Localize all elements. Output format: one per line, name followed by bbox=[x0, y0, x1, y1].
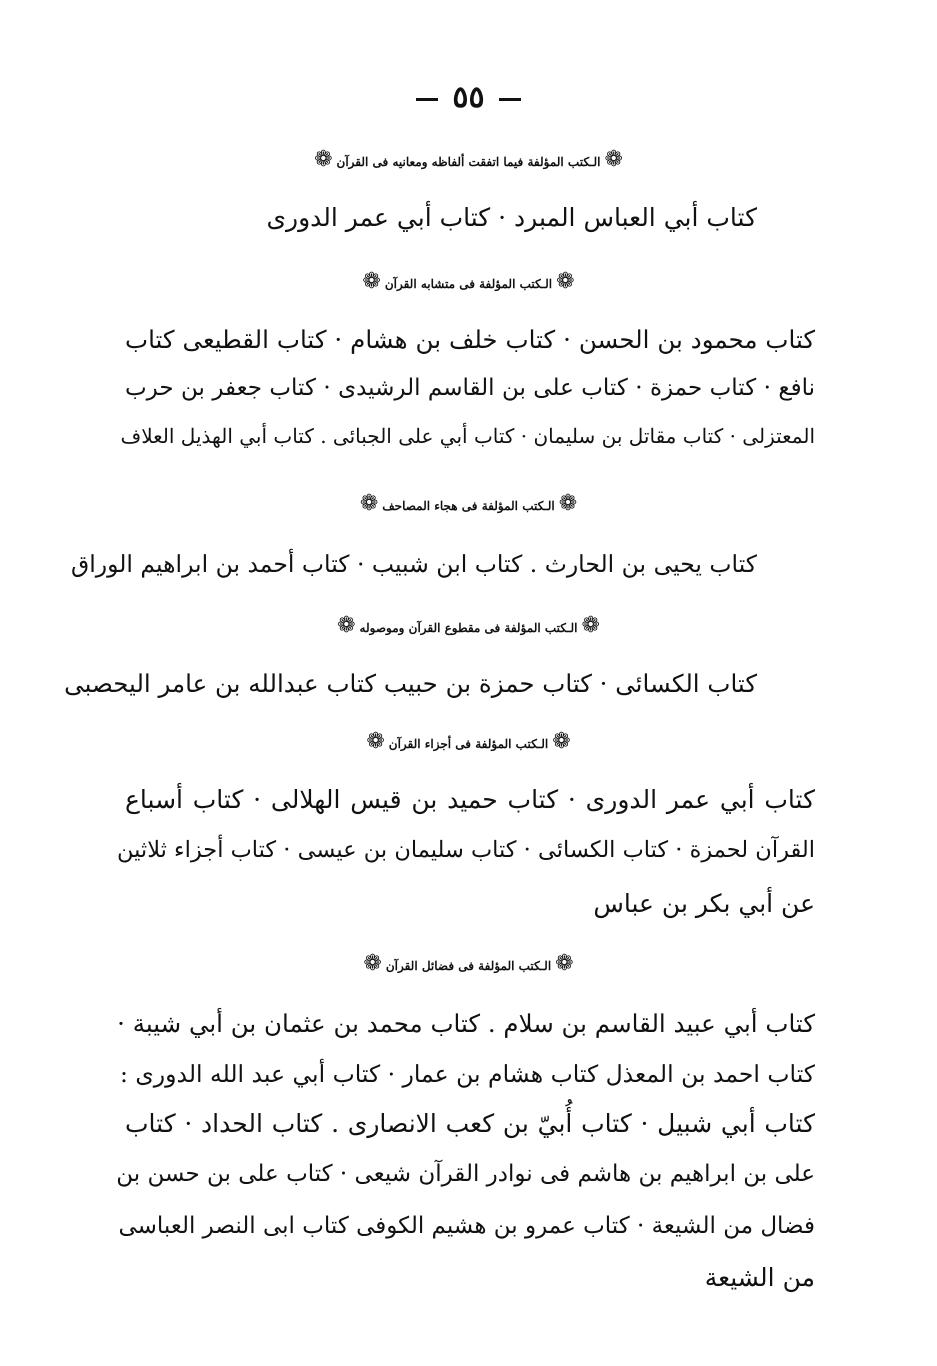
heading-text: الـكتب المؤلفة فيما اتفقت ألفاظه ومعانيه فى القرآن bbox=[336, 155, 601, 169]
body-line: كتاب يحيى بن الحارث . كتاب ابن شبيب · كتاب أحمد بن ابراهيم الوراق bbox=[71, 550, 757, 578]
body-line: على بن ابراهيم بن هاشم فى نوادر القرآن شيعى · كتاب على بن حسن بن bbox=[116, 1161, 815, 1187]
body-line: نافع · كتاب حمزة · كتاب على بن القاسم الرشيدى · كتاب جعفر بن حرب bbox=[125, 375, 815, 401]
body-line: كتاب احمد بن المعذل كتاب هشام بن عمار · كتاب أبي عبد الله الدورى : bbox=[120, 1060, 815, 1088]
heading-text: الـكتب المؤلفة فى متشابه القرآن bbox=[384, 277, 553, 291]
page-number-text: ٥٥ bbox=[452, 80, 485, 115]
body-line: كتاب أبي شبيل · كتاب أُبيّ بن كعب الانصارى . كتاب الحداد · كتاب bbox=[125, 1109, 815, 1138]
body-line: كتاب أبي عبيد القاسم بن سلام . كتاب محمد بن عثمان بن أبي شيبة · bbox=[117, 1009, 815, 1038]
body-line: كتاب محمود بن الحسن · كتاب خلف بن هشام · كتاب القطيعى كتاب bbox=[125, 325, 815, 354]
section-heading bbox=[0, 140, 937, 182]
section-heading bbox=[0, 262, 937, 304]
section-heading bbox=[0, 722, 937, 764]
section-heading bbox=[0, 944, 937, 986]
heading-text: الـكتب المؤلفة فى هجاء المصاحف bbox=[382, 499, 555, 513]
ornament-icon: ❁ bbox=[581, 613, 600, 638]
body-line: فضال من الشيعة · كتاب عمرو بن هشيم الكوفى كتاب ابى النصر العباسى bbox=[118, 1213, 815, 1239]
ornament-icon: ❁ bbox=[362, 269, 381, 294]
ornament-icon: ❁ bbox=[359, 491, 379, 516]
ornament-icon: ❁ bbox=[555, 951, 574, 976]
ornament-icon: ❁ bbox=[558, 491, 578, 516]
ornament-icon: ❁ bbox=[366, 729, 385, 754]
body-line: كتاب أبي عمر الدورى · كتاب حميد بن قيس الهلالى · كتاب أسباع bbox=[125, 785, 815, 814]
body-line: من الشيعة bbox=[704, 1263, 815, 1292]
section-heading bbox=[0, 606, 937, 648]
body-line: عن أبي بكر بن عباس bbox=[593, 889, 815, 918]
body-line: المعتزلى · كتاب مقاتل بن سليمان · كتاب أبي على الجبائى . كتاب أبي الهذيل العلاف bbox=[120, 424, 815, 448]
section-heading bbox=[0, 484, 937, 526]
heading-text: الـكتب المؤلفة فى أجزاء القرآن bbox=[388, 737, 549, 751]
dash-left bbox=[416, 98, 438, 101]
body-line: كتاب الكسائى · كتاب حمزة بن حبيب كتاب عبدالله بن عامر اليحصبى bbox=[64, 669, 757, 698]
ornament-icon: ❁ bbox=[337, 613, 356, 638]
ornament-icon: ❁ bbox=[604, 147, 623, 172]
dash-right bbox=[499, 98, 521, 101]
ornament-icon: ❁ bbox=[552, 729, 571, 754]
ornament-icon: ❁ bbox=[363, 951, 382, 976]
page-number bbox=[0, 80, 937, 115]
ornament-icon: ❁ bbox=[556, 269, 575, 294]
heading-text: الـكتب المؤلفة فى فضائل القرآن bbox=[385, 959, 552, 973]
body-line: القرآن لحمزة · كتاب الكسائى · كتاب سليمان بن عيسى · كتاب أجزاء ثلاثين bbox=[117, 837, 815, 863]
heading-text: الـكتب المؤلفة فى مقطوع القرآن وموصوله bbox=[359, 621, 578, 635]
ornament-icon: ❁ bbox=[314, 147, 333, 172]
body-line: كتاب أبي العباس المبرد · كتاب أبي عمر الدورى bbox=[266, 203, 757, 232]
